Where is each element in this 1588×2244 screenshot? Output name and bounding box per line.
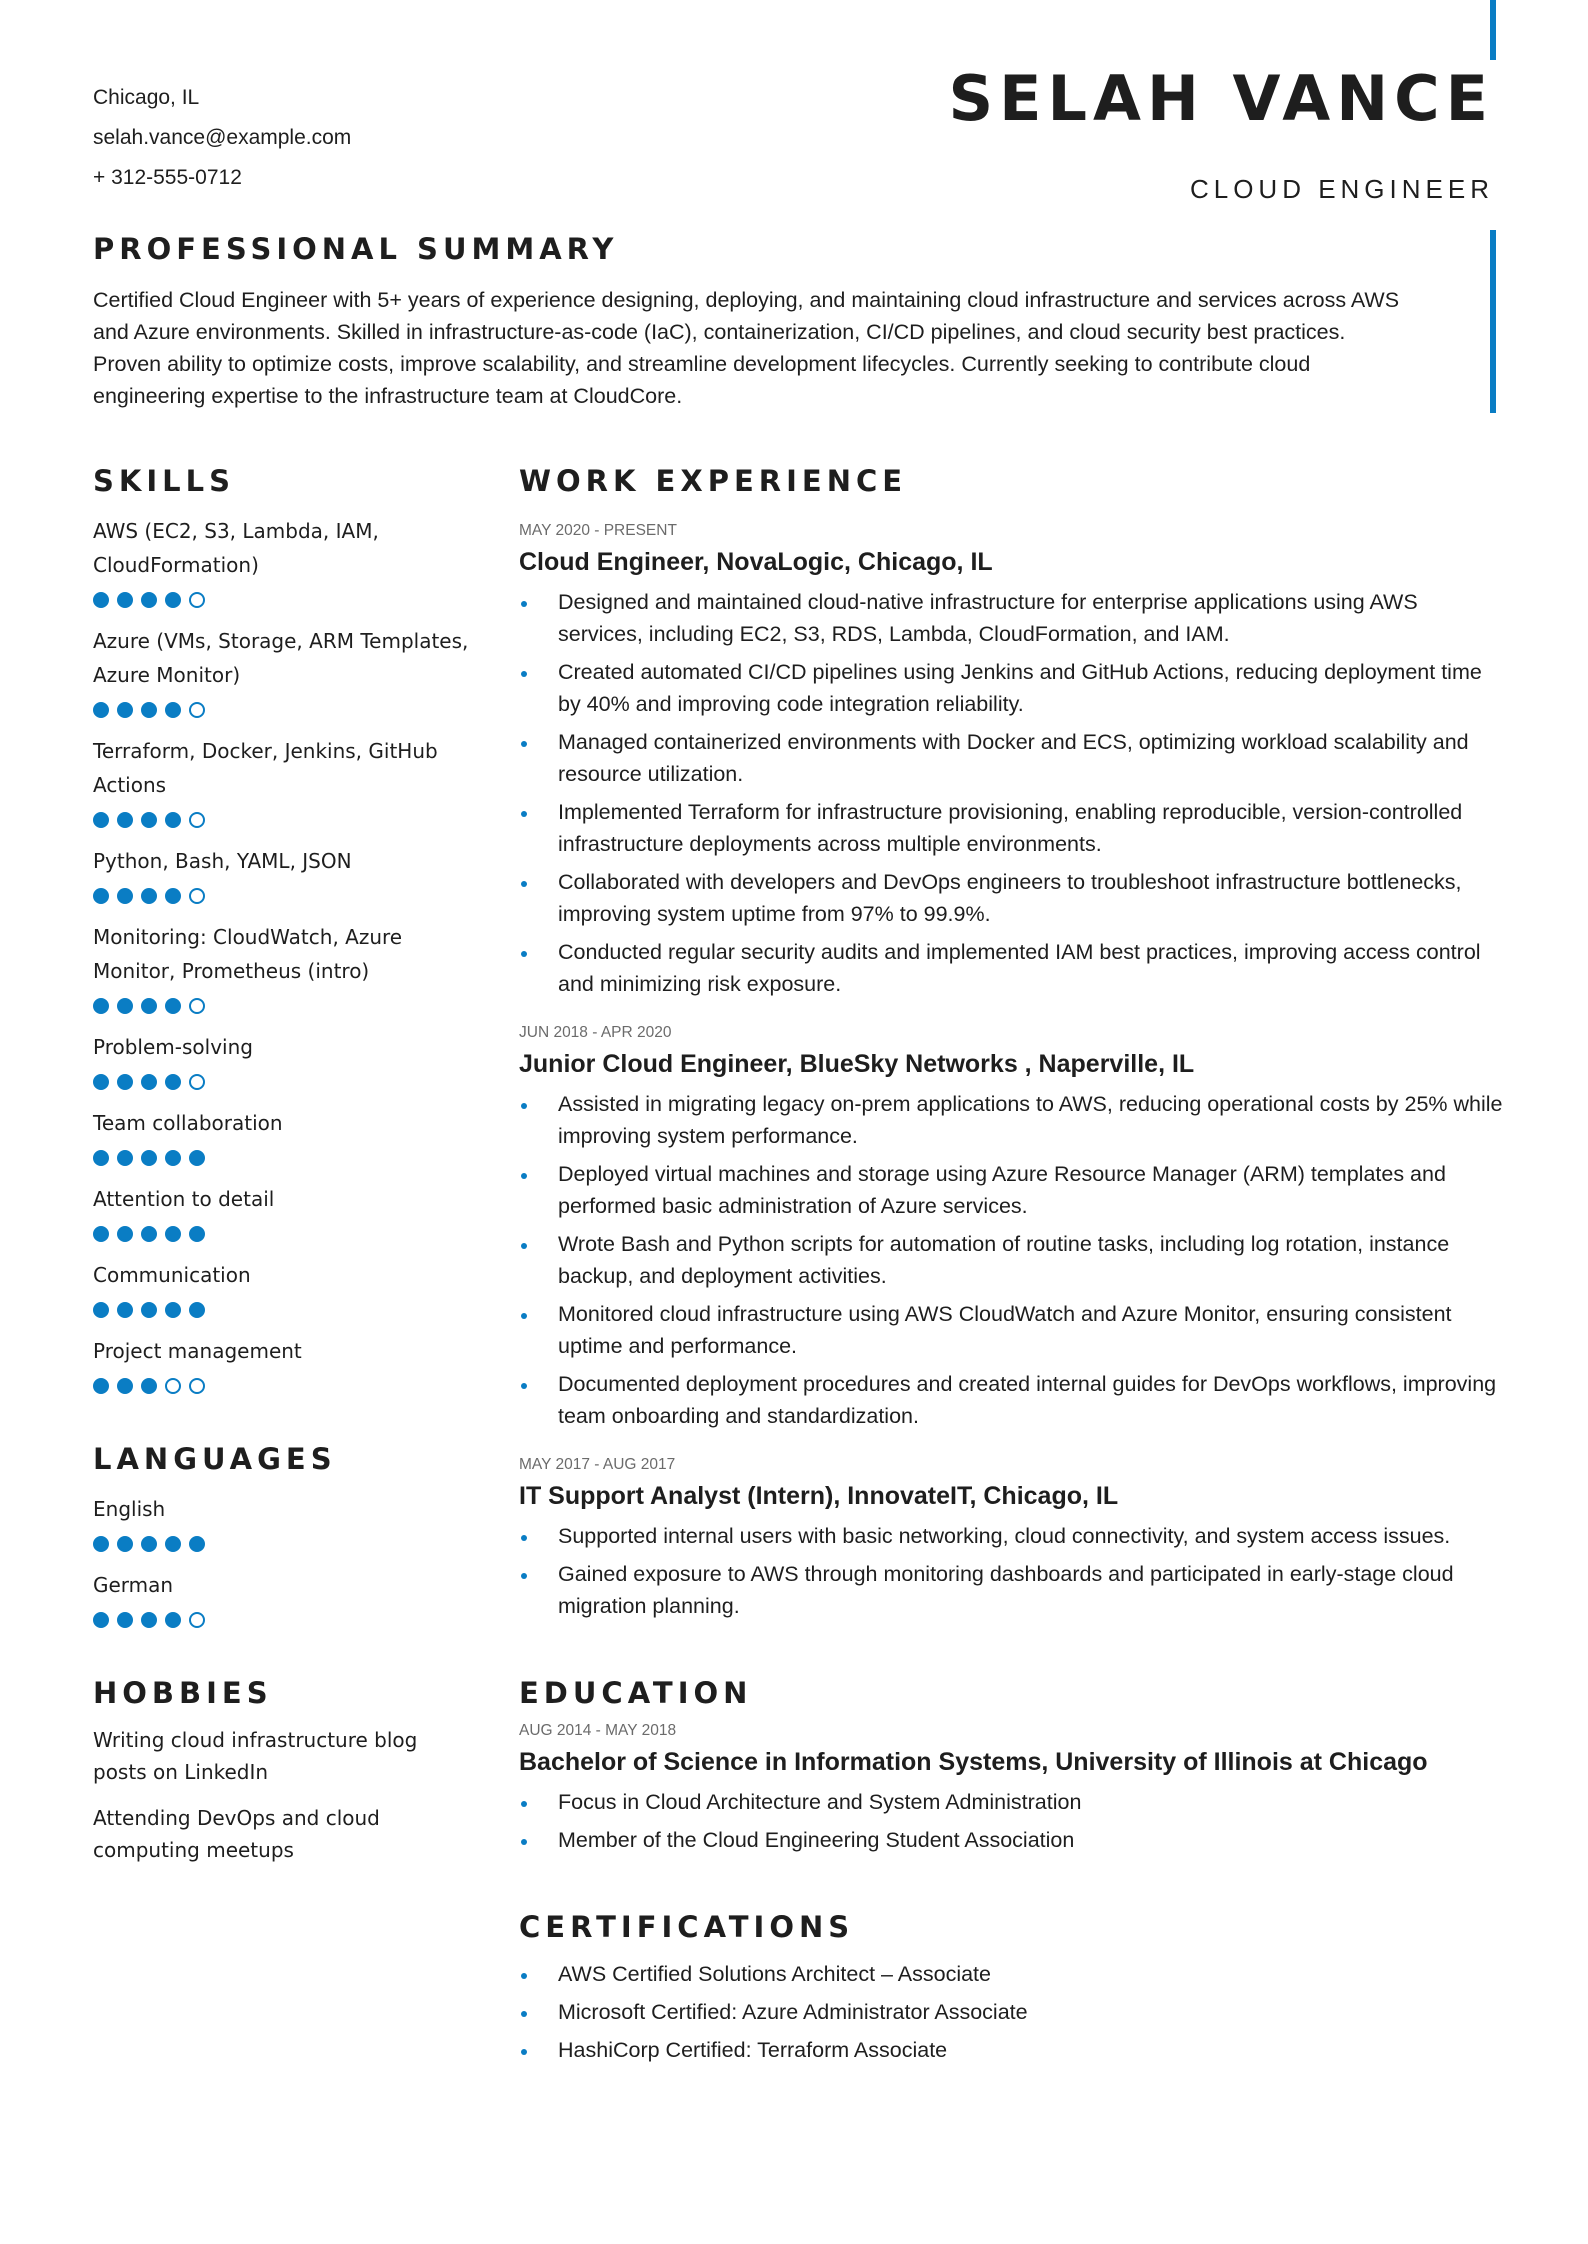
filled-dot-icon xyxy=(141,1302,157,1318)
languages-list xyxy=(93,1492,473,1628)
skill-name: Attention to detail xyxy=(93,1187,275,1211)
skill-name: Python, Bash, YAML, JSON xyxy=(93,849,352,873)
skill-item xyxy=(93,1258,473,1318)
language-item xyxy=(93,1492,473,1552)
skill-item xyxy=(93,514,473,608)
bullet-item: Monitored cloud infrastructure using AWS CloudWatch and Azure Monitor, ensuring consistent uptime and performance. xyxy=(519,1298,1504,1362)
skill-item xyxy=(93,1182,473,1242)
skill-item xyxy=(93,1030,473,1090)
bullet-item: Documented deployment procedures and created internal guides for DevOps workflows, improving team onboarding and standardization. xyxy=(519,1368,1504,1432)
section-heading: SKILLS xyxy=(93,464,235,498)
section-heading: EDUCATION xyxy=(519,1676,753,1710)
filled-dot-icon xyxy=(141,702,157,718)
filled-dot-icon xyxy=(93,998,109,1014)
skill-name: Monitoring: CloudWatch, Azure Monitor, Prometheus (intro) xyxy=(93,925,403,983)
empty-dot-icon xyxy=(189,1074,205,1090)
contact-info xyxy=(93,78,351,198)
filled-dot-icon xyxy=(93,1378,109,1394)
hobby-item: Writing cloud infrastructure blog posts on LinkedIn xyxy=(93,1728,418,1784)
filled-dot-icon xyxy=(117,1612,133,1628)
filled-dot-icon xyxy=(93,1612,109,1628)
languages-section xyxy=(93,1442,473,1628)
bullet-item: Gained exposure to AWS through monitoring dashboards and participated in early-stage cloud migration planning. xyxy=(519,1558,1504,1622)
filled-dot-icon xyxy=(117,592,133,608)
filled-dot-icon xyxy=(93,812,109,828)
bullet-item: Managed containerized environments with Docker and ECS, optimizing workload scalability and resource utilization. xyxy=(519,726,1504,790)
certifications-section xyxy=(519,1910,1504,2066)
rating-dots xyxy=(93,1226,473,1242)
accent-bar-top xyxy=(1490,0,1496,60)
filled-dot-icon xyxy=(93,1150,109,1166)
filled-dot-icon xyxy=(93,1074,109,1090)
filled-dot-icon xyxy=(165,998,181,1014)
left-column xyxy=(93,464,473,1914)
work-experience-section xyxy=(519,464,1504,1622)
section-heading: PROFESSIONAL SUMMARY xyxy=(93,232,619,266)
education-date: AUG 2014 - MAY 2018 xyxy=(519,1722,677,1739)
filled-dot-icon xyxy=(165,1612,181,1628)
rating-dots xyxy=(93,888,473,904)
professional-summary-section xyxy=(93,232,1423,412)
candidate-name: SELAH VANCE xyxy=(948,62,1494,135)
skills-section xyxy=(93,464,473,1394)
empty-dot-icon xyxy=(189,812,205,828)
candidate-title: CLOUD ENGINEER xyxy=(1189,174,1494,204)
filled-dot-icon xyxy=(93,592,109,608)
filled-dot-icon xyxy=(141,1536,157,1552)
education-entry xyxy=(519,1720,1504,1856)
rating-dots xyxy=(93,1612,473,1628)
filled-dot-icon xyxy=(93,702,109,718)
skill-name: Communication xyxy=(93,1263,251,1287)
contact-phone[interactable]: + 312-555-0712 xyxy=(93,166,242,189)
accent-bar-middle xyxy=(1490,230,1496,413)
skill-item xyxy=(93,624,473,718)
filled-dot-icon xyxy=(117,1378,133,1394)
filled-dot-icon xyxy=(141,1150,157,1166)
bullet-item: Wrote Bash and Python scripts for automation of routine tasks, including log rotation, instance backup, and deployment activities. xyxy=(519,1228,1504,1292)
filled-dot-icon xyxy=(117,812,133,828)
filled-dot-icon xyxy=(189,1302,205,1318)
filled-dot-icon xyxy=(141,998,157,1014)
filled-dot-icon xyxy=(141,1378,157,1394)
skill-item xyxy=(93,1106,473,1166)
section-heading: HOBBIES xyxy=(93,1676,273,1710)
job-bullets xyxy=(519,1088,1504,1432)
skill-name: Azure (VMs, Storage, ARM Templates, Azure Monitor) xyxy=(93,629,469,687)
filled-dot-icon xyxy=(165,1226,181,1242)
filled-dot-icon xyxy=(165,1150,181,1166)
filled-dot-icon xyxy=(141,1226,157,1242)
filled-dot-icon xyxy=(117,1074,133,1090)
skill-item xyxy=(93,1334,473,1394)
bullet-item: Supported internal users with basic networking, cloud connectivity, and system access issues. xyxy=(519,1520,1504,1552)
filled-dot-icon xyxy=(141,592,157,608)
empty-dot-icon xyxy=(189,1612,205,1628)
filled-dot-icon xyxy=(165,888,181,904)
rating-dots xyxy=(93,1536,473,1552)
filled-dot-icon xyxy=(165,1302,181,1318)
filled-dot-icon xyxy=(93,1226,109,1242)
skill-name: AWS (EC2, S3, Lambda, IAM, CloudFormation) xyxy=(93,519,379,577)
job-heading: Junior Cloud Engineer, BlueSky Networks , Naperville, IL xyxy=(519,1050,1195,1078)
rating-dots xyxy=(93,1074,473,1090)
skill-item xyxy=(93,844,473,904)
empty-dot-icon xyxy=(165,1378,181,1394)
summary-text: Certified Cloud Engineer with 5+ years of experience designing, deploying, and maintaining cloud infrastructure and services across AWS and Azure environments. Skilled in infrastructure-as-code (IaC), containerization, CI/CD pipelines, and cloud security best practices. Proven ability to optimize costs, improve scalability, and streamline development lifecycles. Currently seeking to contribute cloud engineering expertise to the infrastructure team at CloudCore. xyxy=(93,288,1400,408)
certification-item: HashiCorp Certified: Terraform Associate xyxy=(519,2034,1504,2066)
skill-name: Team collaboration xyxy=(93,1111,283,1135)
filled-dot-icon xyxy=(141,812,157,828)
education-section xyxy=(519,1676,1504,1856)
bullet-item: Focus in Cloud Architecture and System Administration xyxy=(519,1786,1504,1818)
skill-item xyxy=(93,920,473,1014)
language-name: English xyxy=(93,1497,166,1521)
filled-dot-icon xyxy=(189,1150,205,1166)
filled-dot-icon xyxy=(93,1536,109,1552)
rating-dots xyxy=(93,998,473,1014)
rating-dots xyxy=(93,702,473,718)
bullet-item: Member of the Cloud Engineering Student Association xyxy=(519,1824,1504,1856)
job-bullets xyxy=(519,1520,1504,1622)
skill-item xyxy=(93,734,473,828)
filled-dot-icon xyxy=(117,1302,133,1318)
hobby-item: Attending DevOps and cloud computing meetups xyxy=(93,1806,380,1862)
filled-dot-icon xyxy=(189,1226,205,1242)
filled-dot-icon xyxy=(165,702,181,718)
certifications-list xyxy=(519,1958,1504,2066)
language-item xyxy=(93,1568,473,1628)
filled-dot-icon xyxy=(165,1074,181,1090)
job-date: JUN 2018 - APR 2020 xyxy=(519,1024,672,1041)
skill-name: Problem-solving xyxy=(93,1035,253,1059)
filled-dot-icon xyxy=(141,1612,157,1628)
section-heading: WORK EXPERIENCE xyxy=(519,464,908,498)
filled-dot-icon xyxy=(141,1074,157,1090)
contact-email[interactable]: selah.vance@example.com xyxy=(93,126,352,149)
filled-dot-icon xyxy=(141,888,157,904)
job-heading: IT Support Analyst (Intern), InnovateIT, Chicago, IL xyxy=(519,1482,1119,1510)
filled-dot-icon xyxy=(117,998,133,1014)
filled-dot-icon xyxy=(117,888,133,904)
education-heading: Bachelor of Science in Information Systems, University of Illinois at Chicago xyxy=(519,1748,1428,1776)
language-name: German xyxy=(93,1573,174,1597)
section-heading: CERTIFICATIONS xyxy=(519,1910,855,1944)
rating-dots xyxy=(93,1150,473,1166)
job-entry xyxy=(519,1454,1504,1622)
filled-dot-icon xyxy=(117,1536,133,1552)
empty-dot-icon xyxy=(189,998,205,1014)
rating-dots xyxy=(93,812,473,828)
certification-item: Microsoft Certified: Azure Administrator Associate xyxy=(519,1996,1504,2028)
job-bullets xyxy=(519,586,1504,1000)
hobbies-section xyxy=(93,1676,473,1866)
empty-dot-icon xyxy=(189,592,205,608)
bullet-item: Created automated CI/CD pipelines using Jenkins and GitHub Actions, reducing deployment time by 40% and improving code integration reliability. xyxy=(519,656,1504,720)
job-date: MAY 2017 - AUG 2017 xyxy=(519,1456,676,1473)
job-date: MAY 2020 - PRESENT xyxy=(519,522,677,539)
bullet-item: Collaborated with developers and DevOps engineers to troubleshoot infrastructure bottlenecks, improving system uptime from 97% to 99.9%. xyxy=(519,866,1504,930)
filled-dot-icon xyxy=(117,1226,133,1242)
empty-dot-icon xyxy=(189,1378,205,1394)
empty-dot-icon xyxy=(189,702,205,718)
filled-dot-icon xyxy=(165,592,181,608)
empty-dot-icon xyxy=(189,888,205,904)
filled-dot-icon xyxy=(165,1536,181,1552)
filled-dot-icon xyxy=(189,1536,205,1552)
filled-dot-icon xyxy=(117,702,133,718)
certification-item: AWS Certified Solutions Architect – Associate xyxy=(519,1958,1504,1990)
skills-list xyxy=(93,514,473,1394)
job-entry xyxy=(519,520,1504,1000)
skill-name: Project management xyxy=(93,1339,302,1363)
bullet-item: Deployed virtual machines and storage using Azure Resource Manager (ARM) templates and performed basic administration of Azure services. xyxy=(519,1158,1504,1222)
skill-name: Terraform, Docker, Jenkins, GitHub Actions xyxy=(93,739,438,797)
job-heading: Cloud Engineer, NovaLogic, Chicago, IL xyxy=(519,548,993,576)
filled-dot-icon xyxy=(93,1302,109,1318)
bullet-item: Assisted in migrating legacy on-prem applications to AWS, reducing operational costs by 25% while improving system performance. xyxy=(519,1088,1504,1152)
bullet-item: Conducted regular security audits and implemented IAM best practices, improving access control and minimizing risk exposure. xyxy=(519,936,1504,1000)
bullet-item: Implemented Terraform for infrastructure provisioning, enabling reproducible, version-controlled infrastructure deployments across multiple environments. xyxy=(519,796,1504,860)
filled-dot-icon xyxy=(93,888,109,904)
contact-location: Chicago, IL xyxy=(93,86,200,109)
right-column xyxy=(519,464,1504,2120)
filled-dot-icon xyxy=(165,812,181,828)
section-heading: LANGUAGES xyxy=(93,1442,337,1476)
bullet-item: Designed and maintained cloud-native infrastructure for enterprise applications using AWS services, including EC2, S3, RDS, Lambda, CloudFormation, and IAM. xyxy=(519,586,1504,650)
rating-dots xyxy=(93,592,473,608)
rating-dots xyxy=(93,1378,473,1394)
filled-dot-icon xyxy=(117,1150,133,1166)
job-entry xyxy=(519,1022,1504,1432)
education-bullets xyxy=(519,1786,1504,1856)
rating-dots xyxy=(93,1302,473,1318)
